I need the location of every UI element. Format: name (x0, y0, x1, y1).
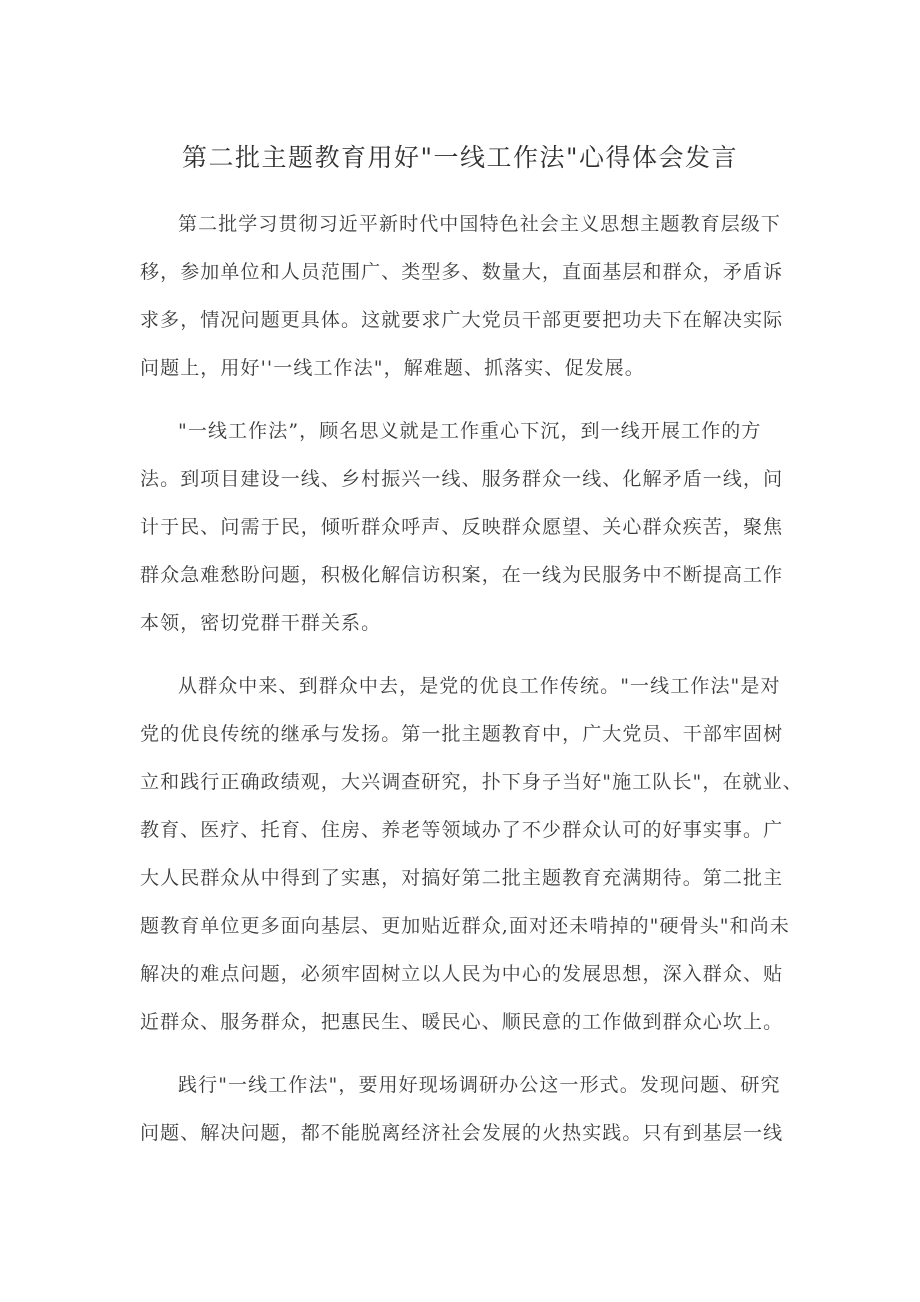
paragraph-line: 近群众、服务群众，把惠民生、暖民心、顺民意的工作做到群众心坎上。 (140, 1011, 784, 1033)
paragraph-line: 践行"一线工作法"，要用好现场调研办公这一形式。发现问题、研究 (178, 1074, 781, 1096)
paragraph-line: 从群众中来、到群众中去，是党的优良工作传统。"一线工作法"是对 (178, 675, 781, 697)
paragraph-line: 解决的难点问题，必须牢固树立以人民为中心的发展思想，深入群众、贴 (140, 963, 784, 985)
paragraph-2 (140, 407, 800, 647)
paragraph-line: 党的优良传统的继承与发扬。第一批主题教育中，广大党员、干部牢固树 (140, 723, 784, 745)
paragraph-line: 第二批学习贯彻习近平新时代中国特色社会主义思想主题教育层级下 (178, 213, 782, 235)
paragraph-line: 立和践行正确政绩观，大兴调查研究，扑下身子当好"施工队长"，在就业、 (140, 771, 803, 793)
paragraph-3 (140, 662, 803, 1046)
document-body (140, 200, 803, 1172)
paragraph-line: 题教育单位更多面向基层、更加贴近群众,面对还未啃掉的"硬骨头"和尚未 (140, 915, 790, 937)
paragraph-line: 求多，情况问题更具体。这就要求广大党员干部更要把功夫下在解决实际 (140, 309, 784, 331)
paragraph-4 (140, 1061, 800, 1157)
paragraph-line: 大人民群众从中得到了实惠，对搞好第二批主题教育充满期待。第二批主 (140, 867, 784, 889)
paragraph-line: 问题上，用好''一线工作法"，解难题、抓落实、促发展。 (140, 357, 645, 379)
paragraph-line: 本领，密切党群干群关系。 (140, 612, 382, 634)
paragraph-line: 计于民、问需于民，倾听群众呼声、反映群众愿望、关心群众疾苦，聚焦 (140, 516, 784, 538)
paragraph-1 (140, 200, 800, 392)
paragraph-line: 法。到项目建设一线、乡村振兴一线、服务群众一线、化解矛盾一线，问 (140, 468, 784, 490)
paragraph-line: 群众急难愁盼问题，积极化解信访积案，在一线为民服务中不断提高工作 (140, 564, 784, 586)
paragraph-line: 问题、解决问题，都不能脱离经济社会发展的火热实践。只有到基层一线 (140, 1122, 784, 1144)
paragraph-line: "一线工作法”，顾名思义就是工作重心下沉，到一线开展工作的方 (178, 420, 762, 442)
document-title: 第二批主题教育用好"一线工作法"心得体会发言 (182, 143, 738, 172)
paragraph-line: 教育、医疗、托育、住房、养老等领域办了不少群众认可的好事实事。广 (140, 819, 784, 841)
paragraph-line: 移，参加单位和人员范围广、类型多、数量大，直面基层和群众，矛盾诉 (140, 261, 784, 283)
